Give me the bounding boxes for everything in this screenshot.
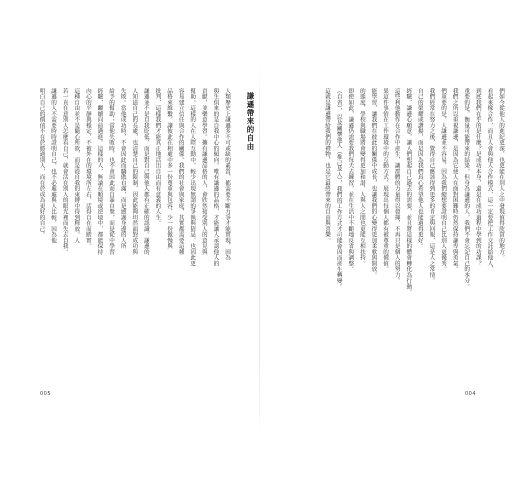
text-column: 我們經常在努力之後，覺得自己應該得到更多的肯定與回報，這是人之常情。 [428,88,435,284]
text-column: 內心的平靜與穩定，不被外在的環境所左右，活得自在而踏實。 [84,88,91,249]
text-column: 若一直在意別人怎麼看自己，就會活在別人的眼光裡而失去自我。 [61,88,68,255]
text-column: 到底我們在乎的是什麼？是成功本身，還是在成功過程中學到的功課？ [474,88,481,267]
text-column: 們如今從他人的進紀更深，也更能在別人之中發現值得欣賞的地方。 [498,88,504,261]
page-number: 005 [40,391,52,397]
text-column: 失敗。當他成功時，不會因此而驕傲自滿，而是感謝身邊的人所 [119,88,126,249]
text-column: 人知道自己的長處，也清楚自己的限制，因此能夠坦然面對成功與 [131,88,138,255]
text-column: 人類歷史上謙遜多不可或缺的素質，都需要不斷力爭才能實現，因為 [224,88,230,261]
text-column: 明白自己的價值不在於勝過別人，而在於成為更好的自己。 [38,88,45,238]
text-column: 這就是謙遜帶給我們的禮物，也是它最終帶來的自由與喜樂。 [324,88,331,244]
text-column: 果這件事情在工作環境中的互動方式，展現出每個人都有被尊重的價值。 [382,88,389,272]
text-column: 看起來像合作，而且人會與他人合作模式，這一定要把工作交託給他人， [486,88,493,272]
right-page [260,0,520,500]
text-column: 這種自由並不是隨心所欲，而是從自我的束縛中得到釋放。人 [73,88,80,244]
text-column: 的態度，學校與職場將會變得更加和諧，人與人之間也更能互相扶持。 [358,88,365,267]
text-column: 即便如此，謙遜仍需要我們每天去練習，並在生活中不斷地反省與調整。 [347,88,354,272]
text-column: 品格來維繫，讓彼此在相處中多一份尊重與包容，少一份傲慢與 [166,88,173,249]
text-column: 貢獻，並樂意學習。擁有謙遜品格的人，會欣然接受別人的意見與 [200,88,207,255]
text-column: （自省），以及關懷他人（推己及人），我們的工作方式才可能會因而產生轉變。 [335,88,342,290]
chapter-title: 謙遜帶來的自由 [246,92,255,151]
text-column: 經驗，謙遜心願意，讓人們想起自己過去的需要，並且將這樣的體會轉化為行動。 [405,88,412,295]
text-column: 們重要的是，人謙遜並不容易，因為我們總想要證明自己比別人更優秀。 [440,88,447,272]
text-column: 容易建立信任與合作的關係。我們的社會與家庭，其實都需要這種 [177,88,184,255]
text-column: 自己的榮耀或讚揚，而是因為我們真心希望他人也能過得更好。 [416,88,423,249]
text-column: 謙遜的人不需要時時證明自己，也不必處處與人比較，因為他 [50,88,57,244]
text-column: 與生俱來的是自我中心的傾向。唯有謙遜的品格，才能讓人承認他人的 [212,88,219,267]
text-column: 幫助。這樣的人在人際互動中，較少出現無謂的爭執與猜忌，也因此更 [189,88,196,267]
left-page-body [40,88,230,353]
text-column: 我們之所以重視謙遜，是因為它使人在面對困難時仍然保持謙卑與勇氣。 [451,88,458,272]
text-column: 能學習，讓我們在彼此的關係中成長，也讓我們的心變得更加柔軟與開放。 [370,88,377,278]
text-column: 給予的幫助；當他失敗時，也不會因此而自暴自棄，而是從中學習 [108,88,115,255]
right-page-body [300,88,504,353]
page-number: 004 [464,391,476,397]
text-column: 經驗，繼續向前邁進。這樣的人，無論在順境或逆境中，都能保持 [96,88,103,255]
text-column: 這些利他動作在合作中產生，讓群體的力量得以發揮，不再只是個人的努力。 [393,88,400,284]
text-column: 謙遜並不是自我貶低，而是對自己與他人都有正確的認識。謙遜的 [142,88,149,255]
text-column: 批判，這樣我們才能真正地活出自由而有意義的人生。 [154,88,161,226]
text-column: 重要的是，衡量可能帶來的結果，但身為謙遜的人，我們不會忘記自己的本分。 [463,88,470,290]
